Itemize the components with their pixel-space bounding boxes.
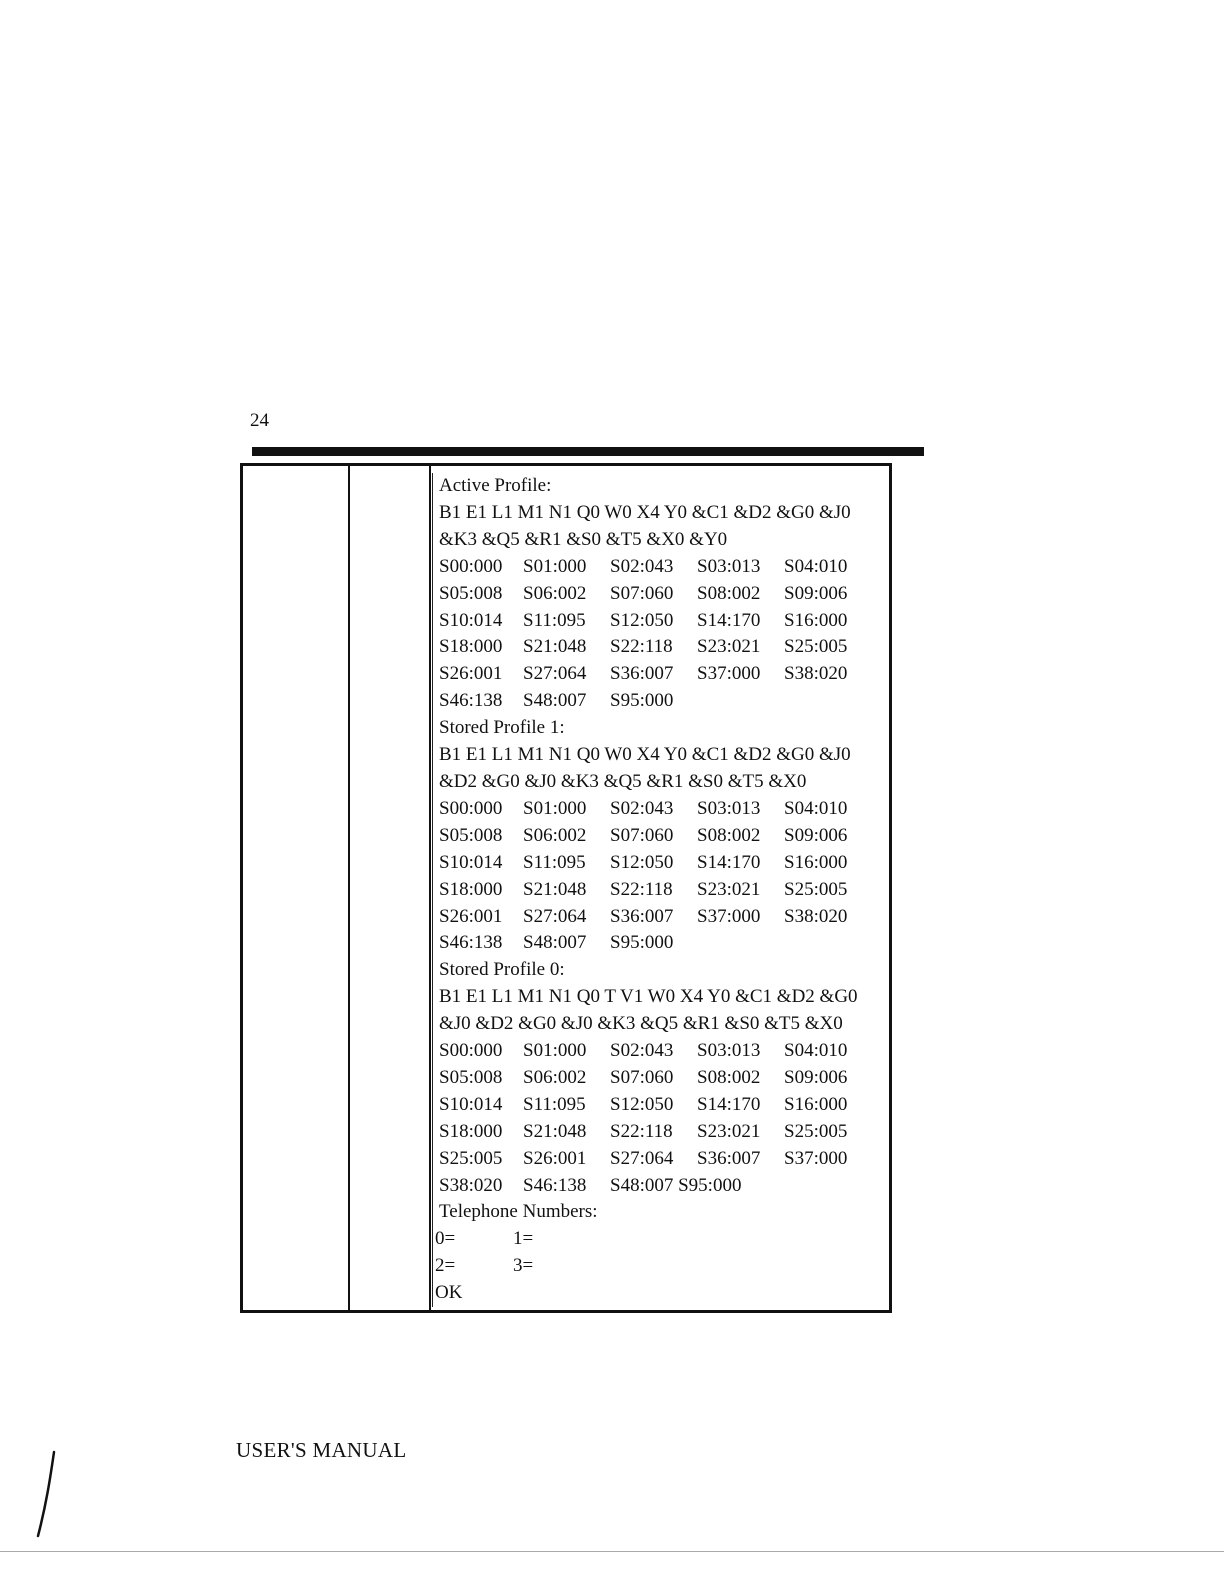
register-value: S23:021	[697, 636, 761, 658]
register-value: S08:002	[697, 1066, 761, 1088]
register-value: S16:000	[784, 1093, 848, 1115]
register-value: S14:170	[697, 1093, 761, 1115]
stored-profile-1-register-row	[433, 930, 908, 957]
stored-profile-1-register-row	[433, 904, 908, 931]
page-footer: USER'S MANUAL	[236, 1438, 407, 1462]
register-value: S25:005	[439, 1147, 503, 1169]
register-value: S02:043	[610, 555, 674, 577]
active-profile-register-row	[433, 661, 908, 688]
active-profile-heading: Active Profile:	[439, 475, 552, 496]
register-value: S06:002	[523, 1066, 587, 1088]
stored-profile-0-heading: Stored Profile 0:	[439, 959, 565, 981]
stored-profile-1-command-line: B1 E1 L1 M1 N1 Q0 W0 X4 Y0 &C1 &D2 &G0 &J0	[439, 744, 851, 766]
register-value: S95:000	[610, 690, 674, 712]
register-value: S46:138	[439, 690, 503, 712]
register-value: S36:007	[697, 1147, 761, 1169]
telephone-number-row	[433, 1226, 908, 1253]
register-value: S10:014	[439, 609, 503, 631]
register-value: S09:006	[784, 824, 848, 846]
register-value: S07:060	[610, 824, 674, 846]
register-value: S26:001	[439, 663, 503, 685]
register-value: S03:013	[697, 1040, 761, 1062]
register-value: S08:002	[697, 582, 761, 604]
register-value: S07:060	[610, 582, 674, 604]
stored-profile-1-register-row	[433, 877, 908, 904]
register-value: S01:000	[523, 797, 587, 819]
telephone-number-row	[433, 1253, 908, 1280]
register-value: S00:000	[439, 797, 503, 819]
register-value: S00:000	[439, 1040, 503, 1062]
register-value: S36:007	[610, 905, 674, 927]
register-value: S27:064	[523, 905, 587, 927]
register-value: S18:000	[439, 878, 503, 900]
register-value: S26:001	[439, 905, 503, 927]
register-value: S21:048	[523, 878, 587, 900]
telephone-slot: 1=	[513, 1228, 534, 1250]
stored-profile-1-heading: Stored Profile 1:	[439, 717, 565, 739]
bottom-rule	[0, 1551, 1224, 1552]
register-value: S09:006	[784, 582, 848, 604]
active-profile-register-row	[433, 688, 908, 715]
register-value: S95:000	[610, 932, 674, 954]
active-profile-register-row	[433, 634, 908, 661]
active-profile-register-row	[433, 581, 908, 608]
register-value: S21:048	[523, 636, 587, 658]
register-value: S11:095	[523, 1093, 586, 1115]
stored-profile-0-command-line: B1 E1 L1 M1 N1 Q0 T V1 W0 X4 Y0 &C1 &D2 &G0	[439, 986, 858, 1008]
register-value: S16:000	[784, 609, 848, 631]
header-rule	[252, 447, 924, 456]
register-value: S09:006	[784, 1066, 848, 1088]
register-value: S18:000	[439, 636, 503, 658]
register-value: S01:000	[523, 1040, 587, 1062]
register-value: S05:008	[439, 824, 503, 846]
profile-listing	[432, 473, 908, 1307]
register-value: S03:013	[697, 555, 761, 577]
register-value: S37:000	[784, 1147, 848, 1169]
register-value: S05:008	[439, 1066, 503, 1088]
stored-profile-1-register-row	[433, 823, 908, 850]
pen-stroke-mark	[34, 1450, 64, 1540]
stored-profile-0-register-row	[433, 1038, 908, 1065]
stored-profile-1-command-line: &D2 &G0 &J0 &K3 &Q5 &R1 &S0 &T5 &X0	[439, 770, 807, 792]
stored-profile-0-register-row	[433, 1173, 908, 1200]
register-value: S36:007	[610, 663, 674, 685]
register-value: S18:000	[439, 1120, 503, 1142]
active-profile-command-line: &K3 &Q5 &R1 &S0 &T5 &X0 &Y0	[439, 528, 728, 550]
telephone-slot: 2=	[435, 1255, 456, 1277]
register-value: S08:002	[697, 824, 761, 846]
register-value: S00:000	[439, 555, 503, 577]
stored-profile-0-command-line: &J0 &D2 &G0 &J0 &K3 &Q5 &R1 &S0 &T5 &X0	[439, 1013, 843, 1035]
register-value: S23:021	[697, 1120, 761, 1142]
register-value: S22:118	[610, 1120, 673, 1142]
stored-profile-0-register-row	[433, 1119, 908, 1146]
column-divider	[429, 466, 431, 1310]
register-value: S23:021	[697, 878, 761, 900]
page-number: 24	[250, 410, 269, 431]
register-value: S16:000	[784, 851, 848, 873]
register-value: S37:000	[697, 905, 761, 927]
register-value: S14:170	[697, 609, 761, 631]
register-value: S06:002	[523, 582, 587, 604]
register-value: S10:014	[439, 851, 503, 873]
register-value: S14:170	[697, 851, 761, 873]
stored-profile-0-register-row	[433, 1092, 908, 1119]
register-value: S12:050	[610, 609, 674, 631]
active-profile-register-row	[433, 554, 908, 581]
register-value: S12:050	[610, 1093, 674, 1115]
stored-profile-0-register-row	[433, 1065, 908, 1092]
register-value: S02:043	[610, 1040, 674, 1062]
register-value: S27:064	[610, 1147, 674, 1169]
register-value: S22:118	[610, 636, 673, 658]
column-divider	[348, 466, 350, 1310]
telephone-numbers-heading: Telephone Numbers:	[439, 1201, 598, 1223]
result-status: OK	[435, 1282, 463, 1304]
register-value: S38:020	[784, 663, 848, 685]
register-value: S46:138	[523, 1174, 587, 1196]
register-value: S48:007	[523, 932, 587, 954]
telephone-slot: 3=	[513, 1255, 534, 1277]
register-value: S05:008	[439, 582, 503, 604]
active-profile-command-line: B1 E1 L1 M1 N1 Q0 W0 X4 Y0 &C1 &D2 &G0 &J0	[439, 501, 851, 523]
telephone-slot: 0=	[435, 1228, 456, 1250]
register-value: S04:010	[784, 1040, 848, 1062]
register-value: S37:000	[697, 663, 761, 685]
register-value: S46:138	[439, 932, 503, 954]
register-value: S25:005	[784, 1120, 848, 1142]
register-value: S38:020	[439, 1174, 503, 1196]
stored-profile-0-register-row	[433, 1146, 908, 1173]
register-value: S07:060	[610, 1066, 674, 1088]
register-value: S38:020	[784, 905, 848, 927]
stored-profile-1-register-row	[433, 850, 908, 877]
register-value: S04:010	[784, 797, 848, 819]
register-value: S11:095	[523, 609, 586, 631]
register-value: S03:013	[697, 797, 761, 819]
register-value: S25:005	[784, 636, 848, 658]
register-value: S10:014	[439, 1093, 503, 1115]
register-value: S04:010	[784, 555, 848, 577]
register-value: S02:043	[610, 797, 674, 819]
register-value: S48:007 S95:000	[610, 1174, 742, 1196]
register-value: S25:005	[784, 878, 848, 900]
register-value: S12:050	[610, 851, 674, 873]
register-value: S48:007	[523, 690, 587, 712]
active-profile-register-row	[433, 608, 908, 635]
register-value: S22:118	[610, 878, 673, 900]
stored-profile-1-register-row	[433, 796, 908, 823]
register-value: S06:002	[523, 824, 587, 846]
register-value: S26:001	[523, 1147, 587, 1169]
register-value: S27:064	[523, 663, 587, 685]
register-value: S11:095	[523, 851, 586, 873]
register-value: S01:000	[523, 555, 587, 577]
register-value: S21:048	[523, 1120, 587, 1142]
